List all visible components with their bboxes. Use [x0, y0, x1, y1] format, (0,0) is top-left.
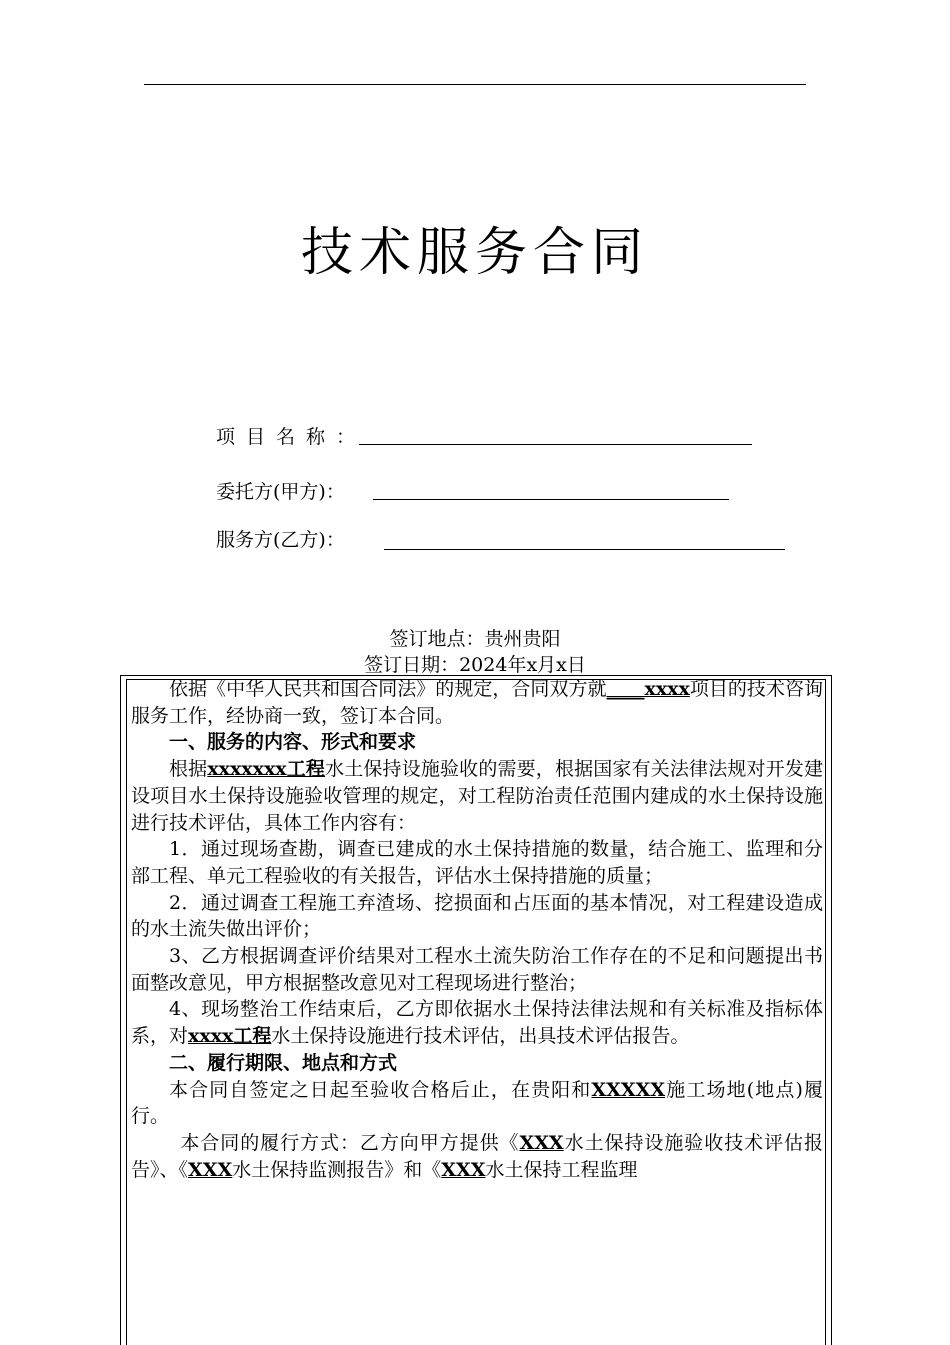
section-heading-1: 一、服务的内容、形式和要求: [169, 731, 417, 754]
section-1-paragraph: 根据xxxxxxx工程水土保持设施验收的需要，根据国家有关法律法规对开发建设项目水土保持设施验收管理的规定，对工程防治责任范围内建成的水土保持设施进行技术评估，具体工作内容有：: [131, 758, 823, 834]
list-item-2: 2．通过调查工程施工弃渣场、挖损面和占压面的基本情况，对工程建设造成的水土流失做出评价；: [131, 891, 823, 941]
party-a-label: 委托方(甲方)：: [216, 481, 345, 503]
header-rule: [144, 84, 806, 85]
party-b-label: 服务方(乙方)：: [216, 529, 345, 551]
signing-date: 签订日期：2024年x月x日: [364, 654, 586, 676]
contract-body-frame: [120, 675, 832, 1345]
party-b-field: [216, 527, 345, 553]
list-item-1: 1．通过现场查勘，调查已建成的水土保持措施的数量，结合施工、监理和分部工程、单元工程验收的有关报告，评估水土保持措施的质量；: [131, 838, 823, 887]
section-2-method-paragraph: 本合同的履行方式：乙方向甲方提供《XXX水土保持设施验收技术评估报告》、《XXX水土保持监测报告》和《XXX水土保持工程监理: [131, 1131, 823, 1181]
section-heading-2: 二、履行期限、地点和方式: [169, 1051, 398, 1074]
party-b-blank[interactable]: [384, 549, 785, 550]
section-2-paragraph: 本合同自签定之日起至验收合格后止，在贵阳和XXXXX施工场地(地点)履行。: [131, 1078, 823, 1128]
party-a-field: [216, 479, 345, 505]
party-a-blank[interactable]: [373, 499, 729, 500]
list-item-3: 3、乙方根据调查评价结果对工程水土流失防治工作存在的不足和问题提出书面整改意见，甲方根据整改意见对工程现场进行整治；: [131, 945, 823, 994]
project-name-label: 项目名称：: [216, 426, 367, 448]
signing-place: 签订地点：贵州贵阳: [389, 628, 561, 650]
contract-body: [131, 676, 823, 1183]
contract-title: 技术服务合同: [300, 223, 649, 283]
intro-paragraph: 依据《中华人民共和国合同法》的规定，合同双方就____xxxx项目的技术咨询服务工作，经协商一致，签订本合同。: [131, 678, 823, 727]
project-name-blank[interactable]: [359, 444, 752, 445]
project-name-field: [216, 424, 366, 450]
list-item-4: 4、现场整治工作结束后，乙方即依据水土保持法律法规和有关标准及指标体系，对xxxx工程水土保持设施进行技术评估，出具技术评估报告。: [131, 998, 823, 1048]
